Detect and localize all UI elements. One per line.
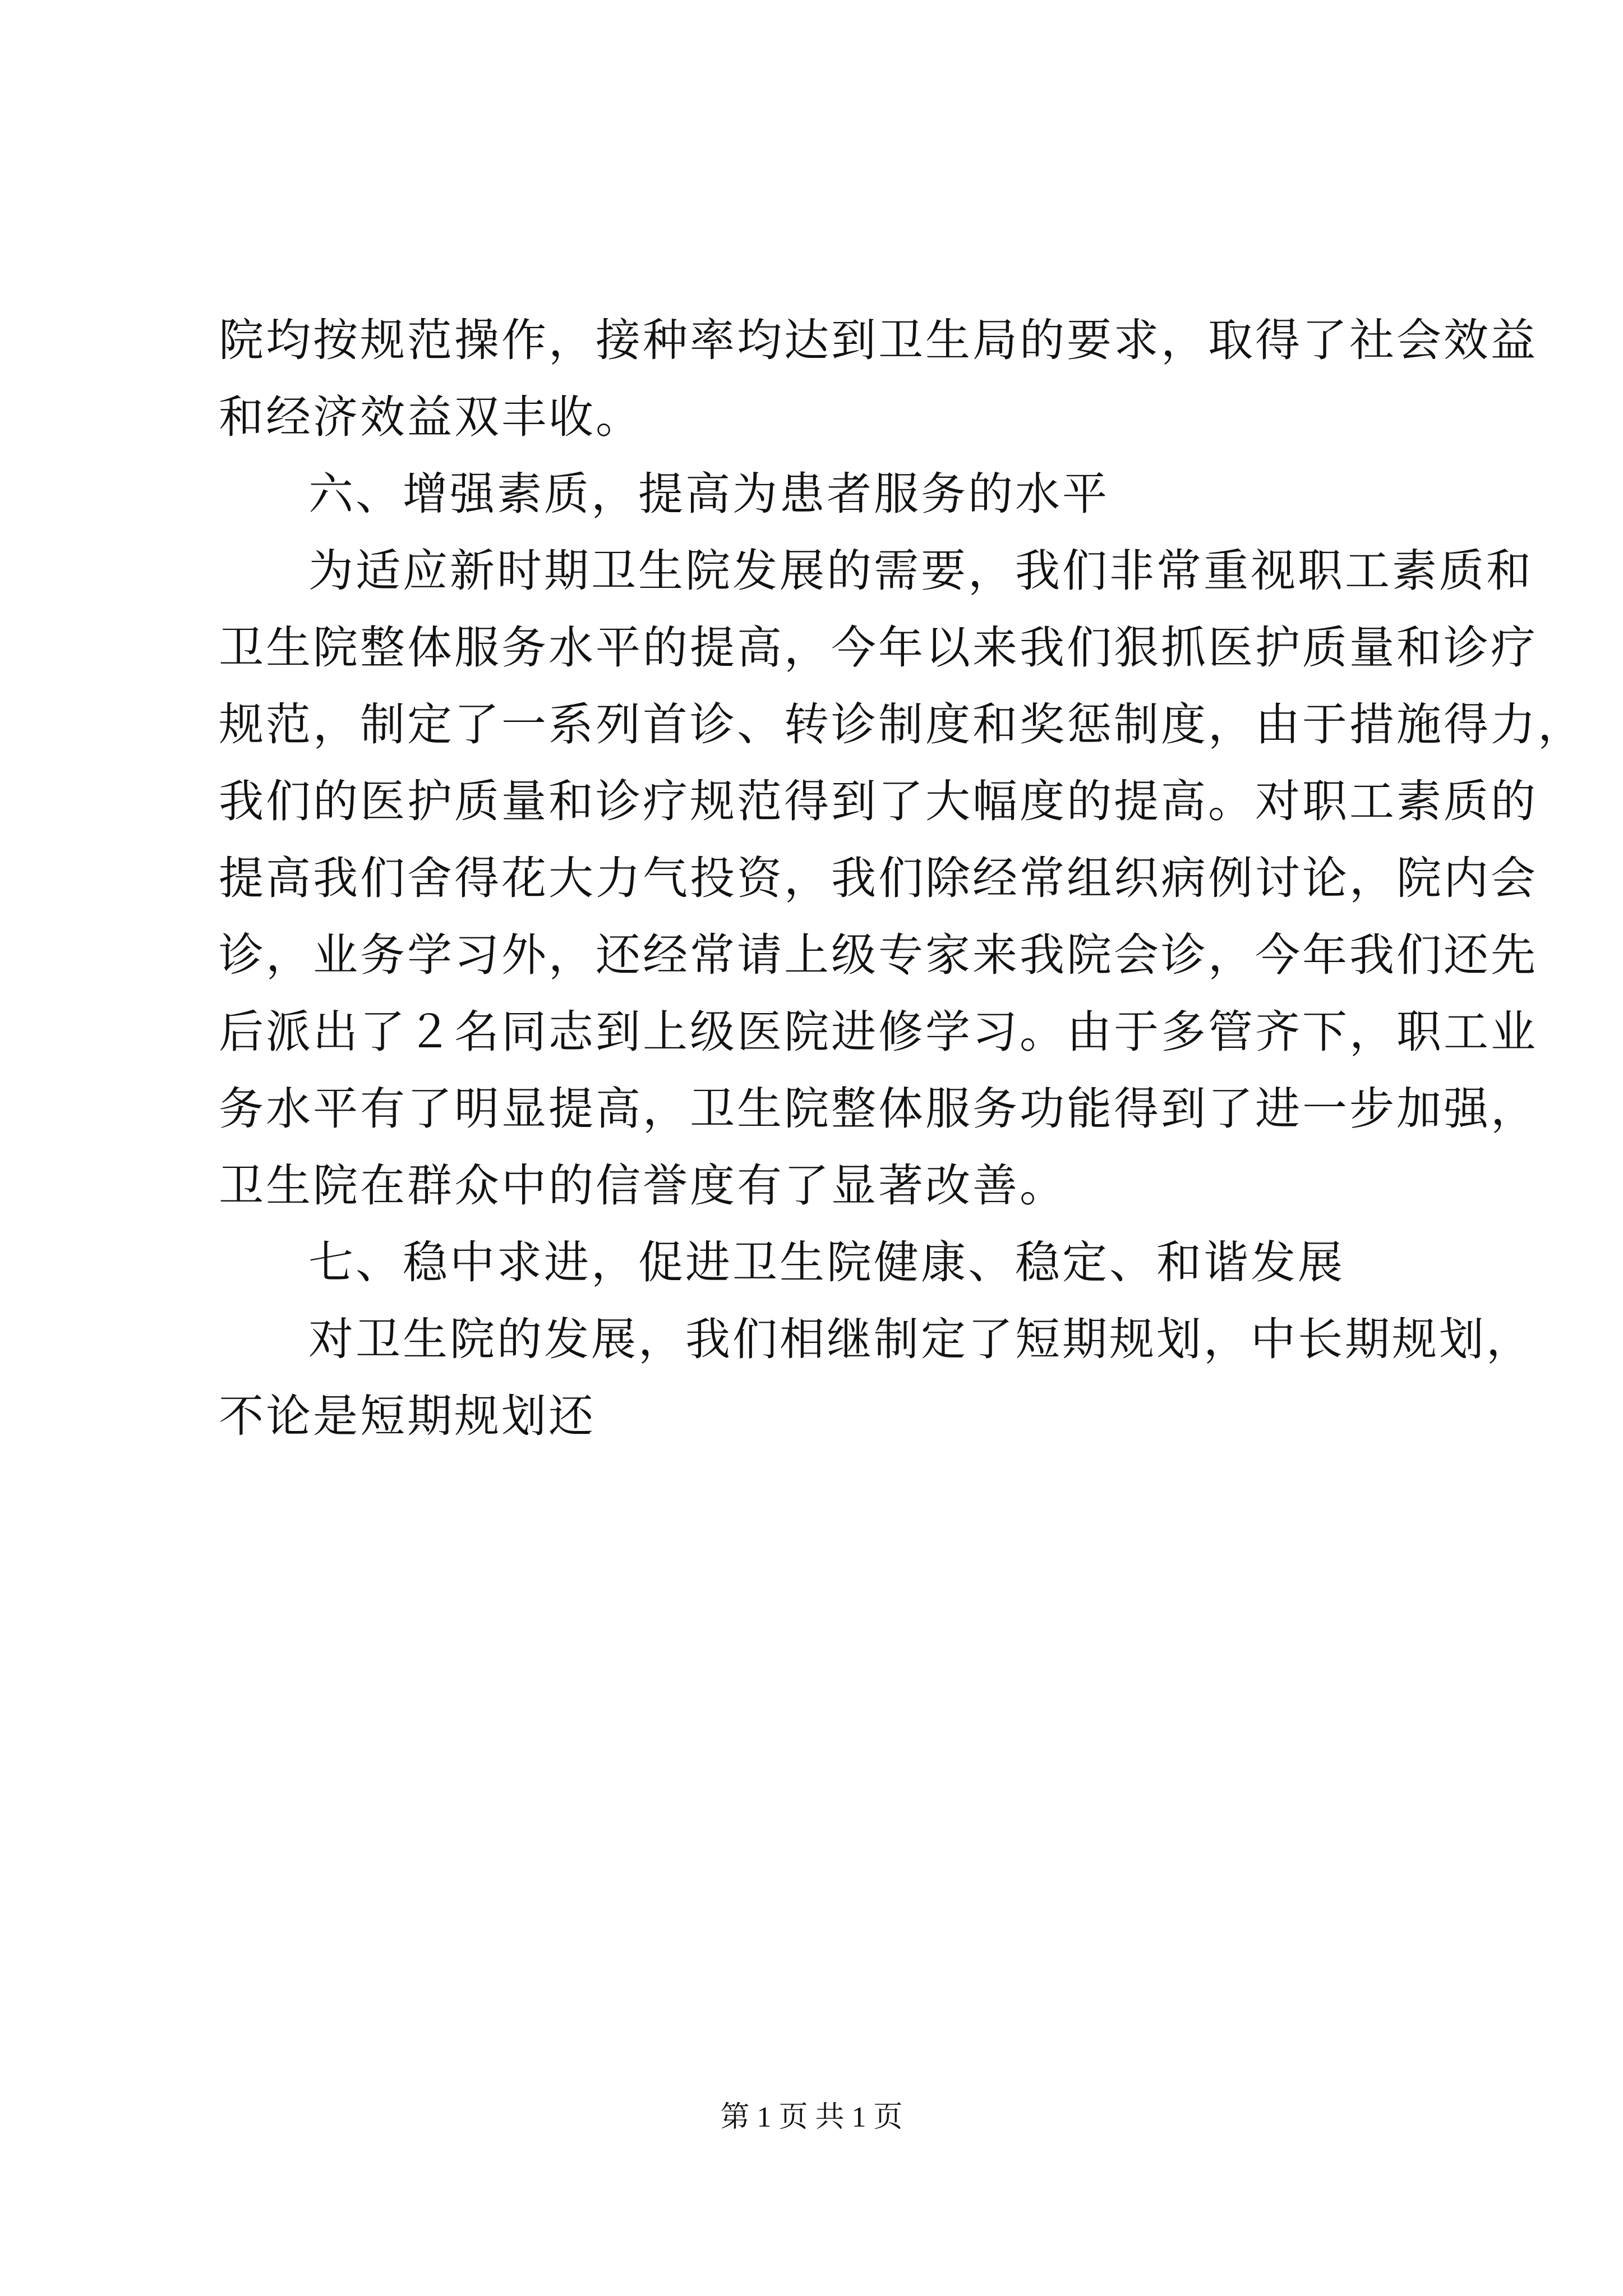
text-line-2: 和经济效益双丰收。 [219,391,643,443]
text-line-10: 后派出了２名同志到上级医院进修学习。由于多管齐下，职工业 [219,1006,1538,1058]
section-heading-6: 六、增强素质，提高为患者服务的水平 [308,468,1109,520]
text-line-7: 我们的医护质量和诊疗规范得到了大幅度的提高。对职工素质的 [219,775,1538,827]
text-line-15: 不论是短期规划还 [219,1390,596,1442]
text-line-12: 卫生院在群众中的信誉度有了显著改善。 [219,1159,1067,1212]
document-body [219,302,1585,1455]
text-line-14: 对卫生院的发展，我们相继制定了短期规划，中长期规划， [308,1313,1533,1365]
text-line-5: 卫生院整体服务水平的提高，今年以来我们狠抓医护质量和诊疗 [219,622,1538,674]
text-line-6: 规范，制定了一系列首诊、转诊制度和奖惩制度，由于措施得力， [219,698,1585,751]
section-heading-7: 七、稳中求进，促进卫生院健康、稳定、和谐发展 [308,1236,1345,1289]
text-line-4: 为适应新时期卫生院发展的需要，我们非常重视职工素质和 [308,545,1533,597]
text-line-1: 院均按规范操作，接种率均达到卫生局的要求，取得了社会效益 [219,314,1538,366]
text-line-8: 提高我们舍得花大力气投资，我们除经常组织病例讨论，院内会 [219,852,1538,904]
page-number-footer: 第 1 页 共 1 页 [720,2101,903,2133]
text-line-11: 务水平有了明显提高，卫生院整体服务功能得到了进一步加强， [219,1083,1538,1135]
text-line-9: 诊，业务学习外，还经常请上级专家来我院会诊，今年我们还先 [219,929,1538,981]
